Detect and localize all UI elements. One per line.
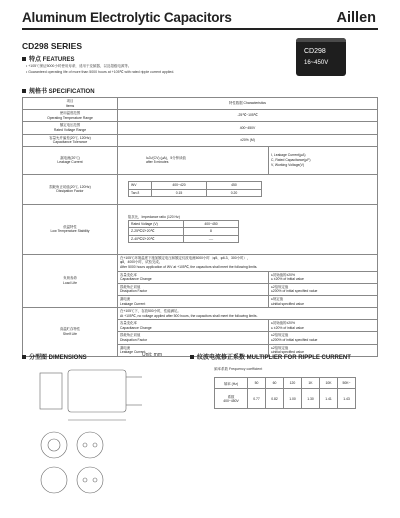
- features-heading: 特点 FEATURES: [22, 54, 75, 63]
- features-list: [26, 63, 296, 75]
- table-row: 项目 Items 特性数据 Characteristics: [23, 98, 378, 110]
- dimensions-heading: 分型图 DIMENSIONS: [22, 352, 87, 361]
- spec-heading: 规格书 SPECIFICATION: [22, 86, 95, 95]
- tan-delta-table: WV 400~420 450 Tan δ 0.15 0.20: [128, 181, 262, 197]
- table-row: 漏电流 Leakage Current ≤2倍规定值 ≤initial specified value: [23, 344, 378, 356]
- table-row: 损耗角正切值(20℃, 120Hz) Dissipation Factor WV 400~420 450 Tan δ 0.15 0.20: [23, 174, 378, 204]
- capacitor-label-series: CD298: [304, 48, 326, 55]
- ripple-heading: 纹波电流修正系数 MULTIPLIER FOR RIPPLE CURRENT: [190, 352, 351, 361]
- impedance-table: Rated Voltage (V) 400~450 Z-25℃/Z+20℃ 8 Z-40℃/Z+20℃ ----: [128, 220, 239, 244]
- series-title: CD298 SERIES: [22, 41, 82, 51]
- table-row: 漏电流 Leakage Current ≤规定值 ≤initial specified value: [23, 295, 378, 307]
- feature-item: • +105℃保证5000小时使用寿命，适用于变频器，以及超级电源等。: [26, 64, 132, 68]
- table-row: 负荷寿命 Load Life 在+105℃环境温度下施加额定电压和额定纹波电流5000小时（φ5、φ6.3、300小时）， φ8，4000小时，试验完成。 After 5000 hours application of WV at +105℃, the capacitors shall meet the following limits.: [23, 254, 378, 271]
- table-row: 系数 400~450V 0.77 0.82 1.00 1.30 1.41 1.43: [215, 389, 356, 409]
- ripple-multiplier-table: [214, 377, 356, 409]
- table-row: 损耗角正切值 Dissipation Factor ≤2倍规定值 ≤200% of initial specified value: [23, 332, 378, 344]
- document-title: Aluminum Electrolytic Capacitors: [22, 10, 232, 25]
- header-rule: [22, 28, 378, 30]
- table-row: 容量允许偏差(20℃, 120Hz) Capacitance Tolerance ±20% (M): [23, 134, 378, 146]
- table-row: 低温特性 Low Temperature Stability 阻抗比，Impedance ratio (120 Hz) Rated Voltage (V) 400~450 Z-25℃/Z+20℃ 8 Z-40℃/Z+20℃ ----: [23, 204, 378, 254]
- table-row: 高温贮存特性 Shelf Life 在+105℃下，存放500小时，性能满足。 At +105℃, no voltage applied after 500 hours, the capacitors shall meet the following limits.: [23, 308, 378, 320]
- feature-item: • Guaranteed operating life of more than 5000 hours at +105℃ with rated ripple current applied.: [26, 70, 175, 74]
- capacitor-label-voltage: 16~450V: [304, 60, 329, 66]
- table-row: 频率 (Hz) 50 60 120 1K 10K 50K~: [215, 378, 356, 389]
- table-row: 容量变化率 Capacitance Change ≤初始值的±20% ≤ ±20% of initial value: [23, 320, 378, 332]
- table-row: 额定电压范围 Rated Voltage Range 400~450V: [23, 122, 378, 134]
- table-row: 容量变化率 Capacitance Change ≤初始值的±20% ≤ ±20% of initial value: [23, 271, 378, 283]
- table-row: 使用温度范围 Operating Temperature Range -25℃~105℃: [23, 110, 378, 122]
- spec-table: [22, 97, 378, 357]
- table-row: 漏电流(20℃) Leakage Current I≤3√(CV) (μA)，5分钟读值 after 5 minutes I, Leakage Current(μA) C, Rated Capacitance(μF) V, Working Voltage(V): [23, 146, 378, 174]
- table-row: 损耗角正切值 Dissipation Factor ≤2倍规定值 ≤200% of initial specified value: [23, 283, 378, 295]
- unit-label: Unit: mm: [142, 352, 162, 358]
- capacitor-photo: [296, 38, 346, 76]
- brand-logo: Aillen: [336, 10, 376, 26]
- frequency-coefficient-label: 频率系数 Frequency coefficient: [214, 367, 263, 371]
- dimension-drawing: [30, 365, 180, 505]
